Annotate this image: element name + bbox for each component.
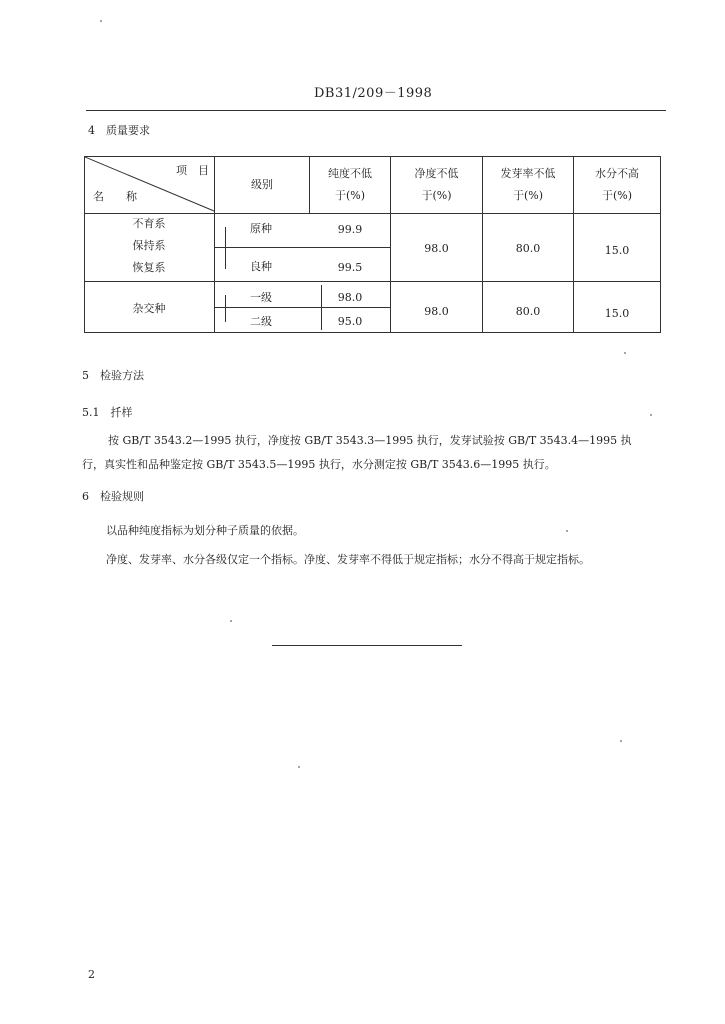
scan-speck (620, 740, 622, 742)
scan-speck (650, 414, 652, 416)
purity-value: 99.9 (337, 223, 363, 236)
table-hline (225, 247, 391, 248)
section-5-1-title: 5.1 扦样 (82, 406, 133, 419)
name-hybrid: 杂交种 (132, 302, 166, 315)
level-grade-1: 一级 (250, 291, 272, 304)
header-purity-line1: 纯度不低 (328, 167, 372, 180)
header-water-line2: 于(%) (601, 189, 633, 202)
scan-speck (624, 352, 626, 354)
level-certified-seed: 良种 (250, 260, 272, 273)
page-number: 2 (88, 968, 95, 981)
header-germ-line1: 发芽率不低 (500, 167, 556, 180)
header-purity-line2: 于(%) (334, 189, 366, 202)
level-grade-2: 二级 (250, 315, 272, 328)
clean-value: 98.0 (424, 242, 449, 255)
purity-value: 98.0 (337, 291, 363, 304)
header-clean-line1: 净度不低 (414, 167, 459, 180)
germ-value: 80.0 (515, 242, 541, 255)
germ-value: 80.0 (515, 305, 541, 318)
name-restorer-line: 恢复系 (132, 261, 166, 274)
name-sterile-line: 不育系 (132, 217, 166, 230)
purity-value: 99.5 (337, 261, 363, 274)
name-maintainer-line: 保持系 (132, 239, 166, 252)
purity-value: 95.0 (337, 315, 363, 328)
section-6-title: 6 检验规则 (82, 490, 144, 503)
water-value: 15.0 (604, 307, 630, 320)
corner-top-label: 项 目 (176, 164, 209, 177)
section-4-title: 4 质量要求 (88, 124, 150, 137)
clean-value: 98.0 (424, 305, 449, 318)
document-code: DB31/209－1998 (314, 86, 433, 101)
section-5-title: 5 检验方法 (82, 369, 144, 382)
table-vline (225, 295, 226, 322)
end-rule (272, 645, 462, 646)
water-value: 15.0 (604, 244, 630, 257)
scan-speck (230, 620, 232, 622)
table-hline (85, 281, 660, 282)
level-foundation-seed: 原种 (250, 222, 272, 235)
header-water-line1: 水分不高 (595, 167, 639, 180)
header-rule (86, 110, 666, 111)
section-6-para-2: 净度、发芽率、水分各级仅定一个指标。净度、发芽率不得低于规定指标；水分不得高于规定指标。 (106, 553, 590, 566)
scan-speck (566, 530, 568, 532)
section-5-1-line-2: 行，真实性和品种鉴定按 GB/T 3543.5—1995 执行，水分测定按 GB/T 3543.6—1995 执行。 (82, 458, 556, 471)
quality-requirements-table (84, 156, 661, 333)
table-hline (225, 307, 391, 308)
scan-speck (298, 766, 300, 768)
header-germ-line2: 于(%) (512, 189, 544, 202)
scan-speck (100, 20, 102, 22)
section-6-para-1: 以品种纯度指标为划分种子质量的依据。 (106, 524, 304, 537)
header-level: 级别 (251, 178, 273, 191)
header-clean-line2: 于(%) (421, 189, 452, 202)
table-vline (225, 227, 226, 269)
section-5-1-line-1: 按 GB/T 3543.2—1995 执行，净度按 GB/T 3543.3—1995 执行，发芽试验按 GB/T 3543.4—1995 执 (108, 434, 632, 447)
corner-bottom-label: 名 称 (93, 190, 137, 203)
